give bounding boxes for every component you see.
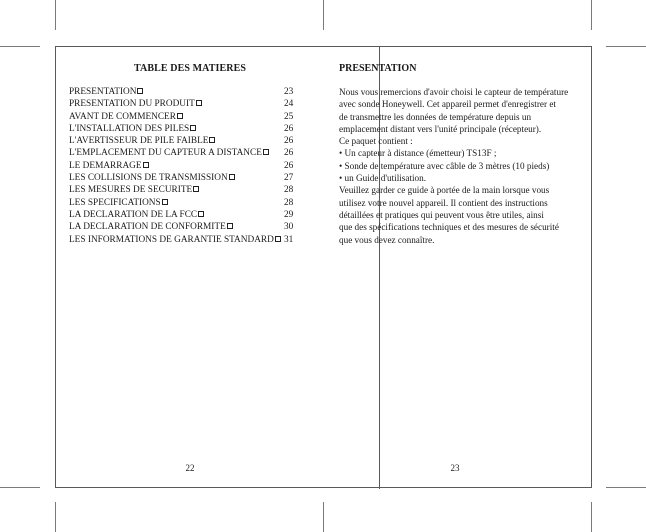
toc-title: TABLE DES MATIERES xyxy=(133,63,246,74)
toc-entry xyxy=(69,86,301,98)
toc-entry xyxy=(69,147,301,159)
crop-mark xyxy=(0,46,40,47)
crop-mark xyxy=(323,502,324,532)
box-glyph-icon xyxy=(162,199,168,205)
toc-entry-page: 28 xyxy=(284,197,294,208)
box-glyph-icon xyxy=(229,174,235,180)
toc-entry-label xyxy=(69,209,204,221)
toc-entry-label xyxy=(69,221,233,233)
toc-entry-page: 25 xyxy=(284,111,294,122)
toc-entry-label xyxy=(69,234,281,246)
toc-entry-label xyxy=(69,111,183,123)
toc-entry-text: LES INFORMATIONS DE GARANTIE STANDARD xyxy=(69,234,274,245)
toc-entry-text: LE DEMARRAGE xyxy=(69,160,142,171)
presentation-page xyxy=(325,47,591,487)
toc-entry-text: LES COLLISIONS DE TRANSMISSION xyxy=(69,173,228,184)
toc-entry-page: 26 xyxy=(284,160,294,171)
box-glyph-icon xyxy=(196,100,202,106)
body-line: détaillées et pratiques qui peuvent vous être utiles, ainsi xyxy=(339,209,544,220)
toc-entry-page: 26 xyxy=(284,148,294,159)
toc-entry-text: LA DECLARATION DE CONFORMITE xyxy=(69,222,226,233)
body-line: Veuillez garder ce guide à portée de la main lorsque vous xyxy=(339,185,550,196)
box-glyph-icon xyxy=(209,137,215,143)
toc-entry xyxy=(69,172,301,184)
box-glyph-icon xyxy=(190,125,196,131)
toc-entry-label xyxy=(69,86,143,98)
box-glyph-icon xyxy=(143,162,149,168)
toc-entry-text: L'INSTALLATION DES PILES xyxy=(69,123,190,134)
toc-entry-page: 26 xyxy=(284,136,294,147)
toc-list xyxy=(69,86,301,246)
body-line: que des spécifications techniques et des mesures de sécurité xyxy=(339,222,559,233)
box-glyph-icon xyxy=(193,186,199,192)
toc-entry-page: 30 xyxy=(284,222,294,233)
toc-entry-page: 28 xyxy=(284,185,294,196)
toc-entry-page: 27 xyxy=(284,173,294,184)
body-line: Nous vous remercions d'avoir choisi le capteur de température xyxy=(339,87,569,97)
toc-entry-page: 24 xyxy=(284,99,294,110)
page-number: 23 xyxy=(450,463,460,473)
box-glyph-icon xyxy=(275,236,281,242)
booklet-spread xyxy=(55,46,592,488)
toc-entry-text: L'EMPLACEMENT DU CAPTEUR A DISTANCE xyxy=(69,148,262,159)
toc-entry xyxy=(69,184,301,196)
toc-entry xyxy=(69,160,301,172)
toc-entry-label xyxy=(69,98,202,110)
toc-entry xyxy=(69,135,301,147)
toc-entry-page: 29 xyxy=(284,209,294,220)
toc-entry xyxy=(69,123,301,135)
crop-mark xyxy=(606,487,646,488)
toc-entry-text: L'AVERTISSEUR DE PILE FAIBLE xyxy=(69,136,209,147)
presentation-body xyxy=(339,86,579,246)
table-of-contents-page xyxy=(56,47,324,487)
toc-entry-label xyxy=(69,123,196,135)
crop-mark xyxy=(55,0,56,30)
box-glyph-icon xyxy=(198,211,204,217)
body-line: • un Guide d'utilisation. xyxy=(339,173,427,184)
body-line: avec sonde Honeywell. Cet appareil permet d'enregistrer et xyxy=(339,99,556,110)
toc-entry-text: LES SPECIFICATIONS xyxy=(69,197,161,208)
toc-entry-label xyxy=(69,172,235,184)
crop-mark xyxy=(591,502,592,532)
toc-entry-text: LA DECLARATION DE LA FCC xyxy=(69,209,198,220)
toc-entry xyxy=(69,234,301,246)
box-glyph-icon xyxy=(263,149,269,155)
toc-entry xyxy=(69,197,301,209)
body-line: emplacement distant vers l'unité principale (récepteur). xyxy=(339,123,542,134)
toc-entry-page: 31 xyxy=(284,234,294,245)
crop-mark xyxy=(591,0,592,30)
toc-entry-label xyxy=(69,197,168,209)
body-line: que vous devez connaître. xyxy=(339,234,435,245)
toc-entry xyxy=(69,98,301,110)
crop-mark xyxy=(323,0,324,30)
section-title: PRESENTATION xyxy=(339,63,417,74)
toc-entry-text: PRESENTATION xyxy=(69,87,137,97)
body-line: • Sonde de température avec câble de 3 mètres (10 pieds) xyxy=(339,160,550,171)
toc-entry-page: 26 xyxy=(284,123,294,134)
toc-entry-label xyxy=(69,147,269,159)
crop-mark xyxy=(606,46,646,47)
box-glyph-icon xyxy=(227,223,233,229)
body-line: de transmettre les données de température depuis un xyxy=(339,111,532,122)
body-line: Ce paquet contient : xyxy=(339,136,413,147)
toc-entry-text: AVANT DE COMMENCER xyxy=(69,111,176,122)
box-glyph-icon xyxy=(137,88,143,94)
toc-entry-text: LES MESURES DE SECURITE xyxy=(69,185,193,196)
toc-entry xyxy=(69,209,301,221)
crop-mark xyxy=(0,487,40,488)
toc-entry-page: 23 xyxy=(284,87,294,97)
toc-entry xyxy=(69,111,301,123)
crop-mark xyxy=(55,502,56,532)
toc-entry xyxy=(69,221,301,233)
toc-entry-label xyxy=(69,135,215,147)
page-number: 22 xyxy=(185,463,195,473)
toc-entry-text: PRESENTATION DU PRODUIT xyxy=(69,99,195,110)
box-glyph-icon xyxy=(177,113,183,119)
toc-entry-label xyxy=(69,160,149,172)
toc-entry-label xyxy=(69,184,199,196)
body-line: utilisez votre nouvel appareil. Il contient des instructions xyxy=(339,197,548,208)
body-line: • Un capteur à distance (émetteur) TS13F ; xyxy=(339,148,497,159)
